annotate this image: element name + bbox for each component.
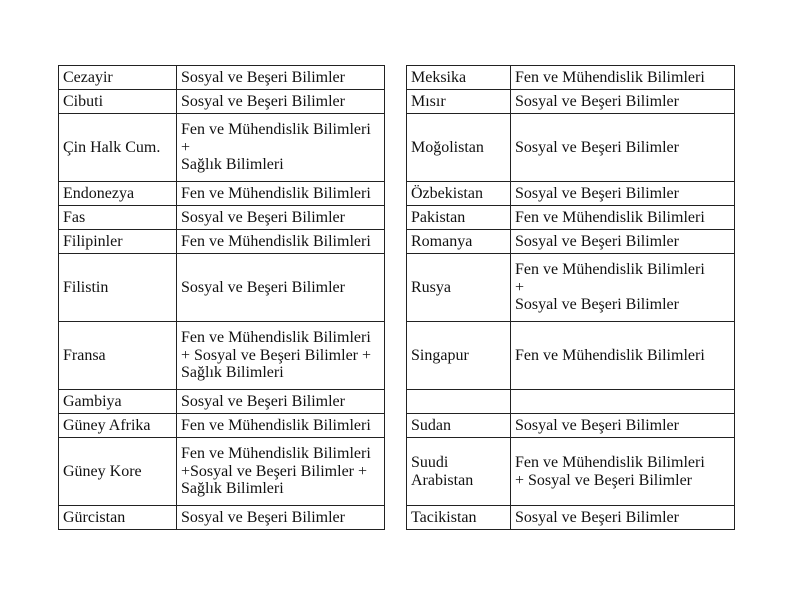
country-left-cell: Endonezya xyxy=(59,182,177,206)
country-left-cell: Güney Kore xyxy=(59,438,177,506)
field-right-cell: Sosyal ve Beşeri Bilimler xyxy=(511,182,735,206)
field-right-cell: Fen ve Mühendislik Bilimleri xyxy=(511,66,735,90)
field-right-cell: Fen ve Mühendislik Bilimleri + Sosyal ve Beşeri Bilimler xyxy=(511,254,735,322)
field-right-cell: Sosyal ve Beşeri Bilimler xyxy=(511,90,735,114)
field-left-cell: Fen ve Mühendislik Bilimleri +Sosyal ve Beşeri Bilimler + Sağlık Bilimleri xyxy=(177,438,385,506)
country-right-cell: Rusya xyxy=(407,254,511,322)
country-right-cell: Moğolistan xyxy=(407,114,511,182)
country-right-cell: Pakistan xyxy=(407,206,511,230)
country-left-cell: Cibuti xyxy=(59,90,177,114)
field-right-cell: Fen ve Mühendislik Bilimleri xyxy=(511,322,735,390)
table-row xyxy=(59,254,735,322)
country-right-cell: Romanya xyxy=(407,230,511,254)
field-right-cell: Fen ve Mühendislik Bilimleri + Sosyal ve Beşeri Bilimler xyxy=(511,438,735,506)
field-left-cell: Fen ve Mühendislik Bilimleri xyxy=(177,230,385,254)
country-left-cell: Güney Afrika xyxy=(59,414,177,438)
table-row xyxy=(59,506,735,530)
country-left-cell: Gürcistan xyxy=(59,506,177,530)
column-gap-cell xyxy=(385,206,407,230)
field-right-cell: Sosyal ve Beşeri Bilimler xyxy=(511,230,735,254)
country-right-cell: Meksika xyxy=(407,66,511,90)
column-gap-cell xyxy=(385,230,407,254)
table-row xyxy=(59,230,735,254)
column-gap-cell xyxy=(385,254,407,322)
table-row xyxy=(59,114,735,182)
table-row xyxy=(59,90,735,114)
country-left-cell: Filipinler xyxy=(59,230,177,254)
country-right-cell: Suudi Arabistan xyxy=(407,438,511,506)
country-right-cell: Mısır xyxy=(407,90,511,114)
field-left-cell: Sosyal ve Beşeri Bilimler xyxy=(177,206,385,230)
table-row xyxy=(59,414,735,438)
column-gap-cell xyxy=(385,414,407,438)
field-left-cell: Sosyal ve Beşeri Bilimler xyxy=(177,390,385,414)
field-left-cell: Fen ve Mühendislik Bilimleri + Sağlık Bilimleri xyxy=(177,114,385,182)
table-row xyxy=(59,390,735,414)
column-gap-cell xyxy=(385,390,407,414)
field-left-cell: Sosyal ve Beşeri Bilimler xyxy=(177,506,385,530)
field-right-cell: Sosyal ve Beşeri Bilimler xyxy=(511,414,735,438)
table-row xyxy=(59,66,735,90)
field-left-cell: Sosyal ve Beşeri Bilimler xyxy=(177,90,385,114)
country-left-cell: Filistin xyxy=(59,254,177,322)
column-gap-cell xyxy=(385,322,407,390)
country-left-cell: Fransa xyxy=(59,322,177,390)
field-left-cell: Sosyal ve Beşeri Bilimler xyxy=(177,254,385,322)
column-gap-cell xyxy=(385,66,407,90)
table-row xyxy=(59,438,735,506)
country-right-cell: Tacikistan xyxy=(407,506,511,530)
field-right-cell: Sosyal ve Beşeri Bilimler xyxy=(511,506,735,530)
field-left-cell: Fen ve Mühendislik Bilimleri xyxy=(177,182,385,206)
field-right-cell: Fen ve Mühendislik Bilimleri xyxy=(511,206,735,230)
table-row xyxy=(59,322,735,390)
field-left-cell: Fen ve Mühendislik Bilimleri + Sosyal ve Beşeri Bilimler + Sağlık Bilimleri xyxy=(177,322,385,390)
column-gap-cell xyxy=(385,438,407,506)
country-left-cell: Gambiya xyxy=(59,390,177,414)
field-right-cell: Sosyal ve Beşeri Bilimler xyxy=(511,114,735,182)
column-gap-cell xyxy=(385,114,407,182)
column-gap-cell xyxy=(385,506,407,530)
table-row xyxy=(59,206,735,230)
table-row xyxy=(59,182,735,206)
field-right-cell xyxy=(511,390,735,414)
country-right-cell xyxy=(407,390,511,414)
field-left-cell: Sosyal ve Beşeri Bilimler xyxy=(177,66,385,90)
country-right-cell: Singapur xyxy=(407,322,511,390)
country-left-cell: Cezayir xyxy=(59,66,177,90)
country-field-table xyxy=(58,65,735,530)
country-left-cell: Fas xyxy=(59,206,177,230)
country-right-cell: Sudan xyxy=(407,414,511,438)
country-right-cell: Özbekistan xyxy=(407,182,511,206)
field-left-cell: Fen ve Mühendislik Bilimleri xyxy=(177,414,385,438)
country-left-cell: Çin Halk Cum. xyxy=(59,114,177,182)
column-gap-cell xyxy=(385,182,407,206)
column-gap-cell xyxy=(385,90,407,114)
